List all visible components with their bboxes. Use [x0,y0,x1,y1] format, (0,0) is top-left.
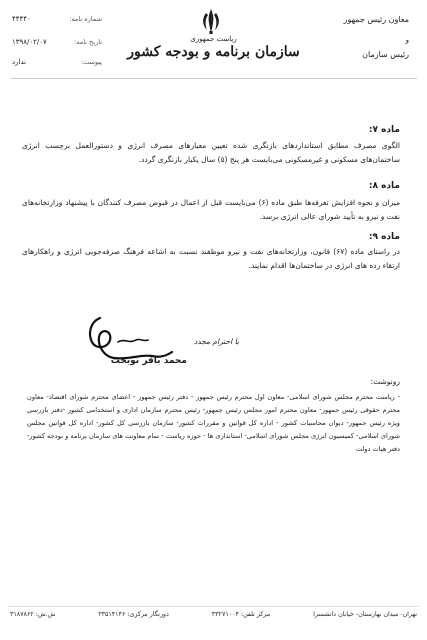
footer-divider [8,606,419,607]
footer-fax: دورنگار مرکزی: ۳۳۵۱۴۱۴۶ [98,611,169,618]
article-8-heading: ماده ۸: [368,181,400,191]
closing-text: با احترام مجدد [193,337,239,346]
header-divider [10,78,417,79]
article-7-heading: ماده ۷: [368,125,400,135]
attachment-value: ندارد [12,58,27,66]
signer-name: محمد باقر نوبخت [110,356,187,366]
article-9-heading: ماده ۹: [368,232,400,242]
attachment-row [12,56,102,68]
header-subtitle: رئیس سازمان [362,50,409,59]
letter-number-row [12,13,102,25]
letter-number-label: شماره نامه: [69,15,102,23]
emblem-icon [196,6,226,36]
attachment-label: پیوست: [80,58,102,66]
letter-date-row [12,36,102,48]
cc-heading: رونوشت: [370,377,400,386]
footer-phone: مرکز تلفن: ۳۳۲۷۱۰۰۴ [211,611,271,618]
article-9-text: در راستای ماده (۶۷) قانون، وزارتخانه‌های نفت و نیرو موظفند نسبت به اشاعه فرهنگ صرفه‌جویی انرژی و راهکارهای ارتقاء رده های انرژی در ساختمان‌ها اقدام نمایند. [22,247,400,270]
org-subtitle: ریاست جمهوری [190,35,237,43]
header-and: و [405,36,409,44]
letter-date-label: تاریخ نامه: [74,38,102,46]
article-8-text: میزان و نحوه افزایش تعرفه‌ها طبق ماده (۶) می‌بایست قبل از اعمال در قبوض مصرف کنندگان با پیشنهاد وزارتخانه‌های نفت و نیرو به تأیید شورای عالی انرژی برسد. [22,198,400,221]
footer-address: تهران- میدان بهارستان- خیابان دانشسرا [313,611,417,618]
letter-number-value: ۴۴۴۴۰ [12,15,31,23]
org-name: سازمان برنامه و بودجه کشور [127,44,300,60]
article-7-text: الگوی مصرف مطابق استانداردهای بازنگری شده تعیین معیارهای مصرف انرژی و دستورالعمل برچسب انرژی ساختمان‌های مسکونی و غیرمسکونی می‌بایست هر پنج (۵) سال یکبار بازنگری گردد. [22,141,400,164]
footer-postal-code: ش.ش: ۳۱۸۷۸۶۲ [10,611,56,618]
letter-date-value: ۱۳۹۸/۰۲/۰۷ [12,38,47,46]
cc-text: - ریاست محترم مجلس شورای اسلامی- معاون اول محترم رئیس جمهور - دفتر رئیس جمهور - اعضای محترم شورای اقتصاد- معاون محترم حقوقی رئیس جمهور- معاون محترم امور مجلس رئیس جمهور- رئیس محترم سازمان اداری و استخدامی کشور -دفتر بازرسی ویژه رئیس جمهور- دیوان محاسبات کشور - اداره کل قوانین و مقررات کشور- سازمان بازرسی کل کشور- اداره کل قوانین مجلس شورای اسلامی- کمیسیون انرژی مجلس شورای اسلامی- استانداری ها - حوزه ریاست - تمام معاونت های سازمان برنامه و بودجه کشور- دفتر هیات دولت [27,393,400,453]
footer [10,611,417,618]
header-title: معاون رئیس جمهور [343,15,409,24]
